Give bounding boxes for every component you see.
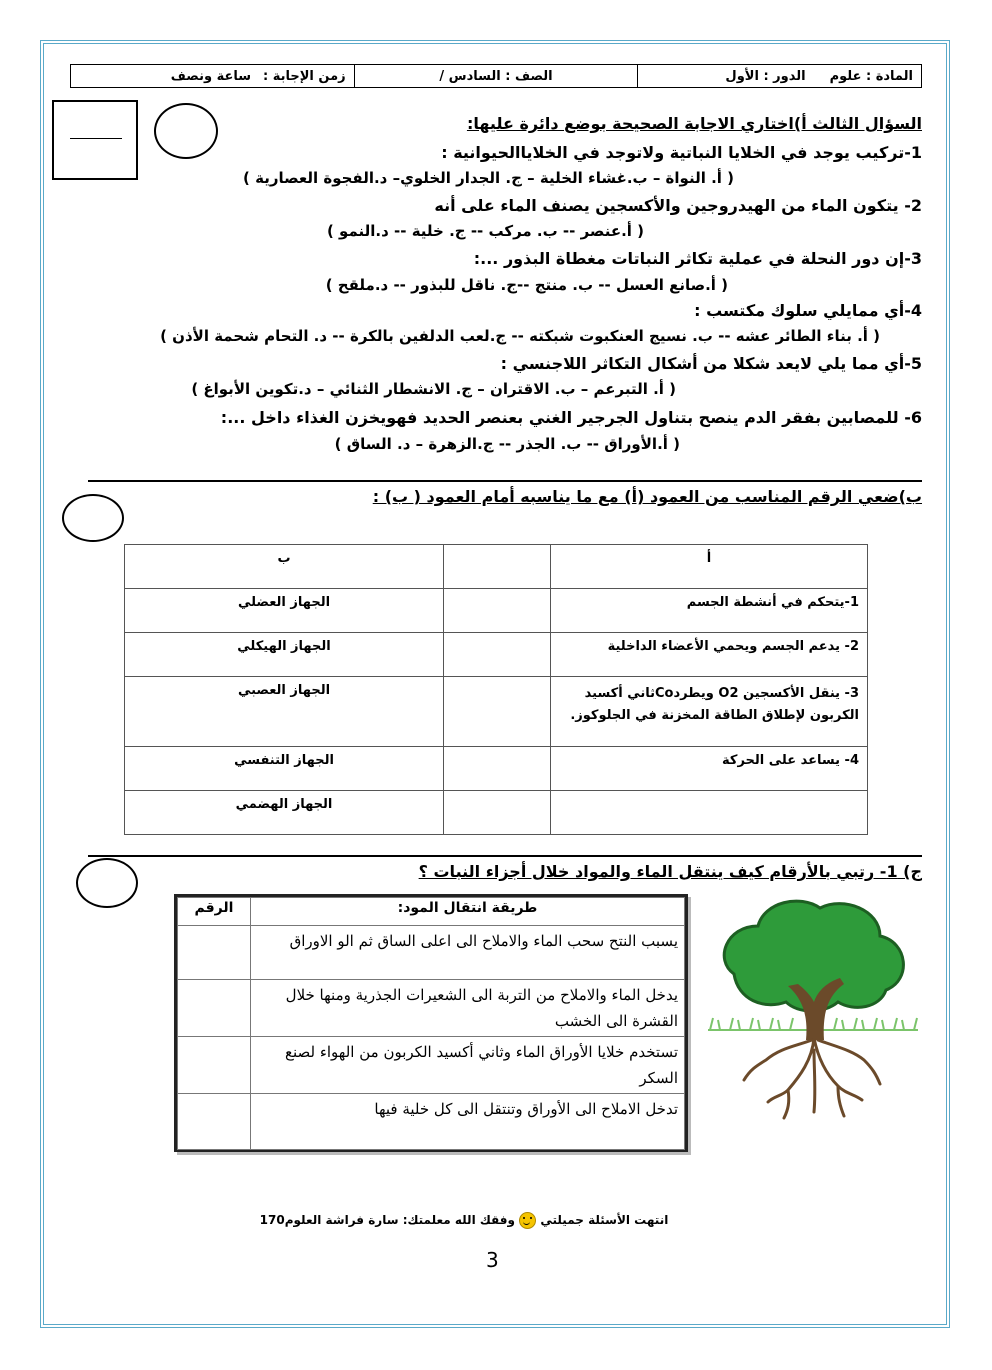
matching-row — [125, 633, 868, 677]
ordering-grid — [177, 897, 685, 1150]
matching-a-5 — [551, 791, 868, 835]
question-4-options[interactable]: ( أ. بناء الطائر عشه -- ب. نسيج العنكبوت شبكته -- ج.لعب الدلفين بالكرة -- د. التحام شحمة الأذن ) — [160, 327, 880, 345]
header-grade: الصف : السادس / — [439, 68, 553, 84]
header-time-cell — [71, 65, 354, 87]
ordering-table — [174, 894, 688, 1152]
col-a-header: أ — [551, 545, 868, 589]
tree-illustration — [704, 890, 922, 1122]
matching-b-2: الجهاز الهيكلي — [125, 633, 444, 677]
question-3-options[interactable]: ( أ.صانع العسل -- ب. منتج --ج. ناقل للبذور -- د.ملقح ) — [325, 276, 728, 294]
step-number-4[interactable] — [178, 1094, 251, 1150]
matching-a-1: 1-يتحكم في أنشطة الجسم — [551, 589, 868, 633]
matching-b-4: الجهاز التنفسي — [125, 747, 444, 791]
tree-canopy-icon — [724, 901, 903, 1011]
matching-answer-1[interactable] — [444, 589, 551, 633]
step-number-3[interactable] — [178, 1037, 251, 1094]
matching-a-3: 3- ينقل الأكسجين O2 ويطردCoثاني أكسيد الكربون لإطلاق الطاقة المخزنة في الجلوكوز. — [551, 677, 868, 747]
matching-a-2: 2- يدعم الجسم ويحمي الأعضاء الداخلية — [551, 633, 868, 677]
section-b-score-circle[interactable] — [62, 494, 124, 542]
question-3: 3-إن دور النحلة في عملية تكاثر النباتات مغطاة البذور ...: — [473, 249, 922, 268]
section-c-title: ج) 1- رتبي بالأرقام كيف ينتقل الماء والمواد خلال أجزاء النبات ؟ — [418, 862, 922, 881]
matching-row — [125, 589, 868, 633]
ordering-row — [178, 926, 685, 980]
matching-header-row — [125, 545, 868, 589]
divider-a-b — [88, 480, 922, 482]
question-2: 2- يتكون الماء من الهيدروجين والأكسجين يصنف الماء على أنه — [434, 196, 922, 215]
header-time-label: زمن الإجابة : — [263, 68, 346, 84]
header-time-value: ساعة ونصف — [170, 68, 252, 84]
step-text-4: تدخل الاملاح الى الأوراق وتنتقل الى كل خلية فيها — [251, 1094, 685, 1150]
number-header: الرقم — [178, 898, 251, 926]
question-6: 6- للمصابين بفقر الدم ينصح بتناول الجرجير الغني بعنصر الحديد فهويخزن الغذاء داخل ...: — [220, 408, 922, 427]
step-text-3: تستخدم خلايا الأوراق الماء وثاني أكسيد الكربون من الهواء لصنع السكر — [251, 1037, 685, 1094]
question-6-options[interactable]: ( أ.الأوراق -- ب. الجذر -- ج.الزهرة – د. الساق ) — [334, 435, 680, 453]
matching-row — [125, 791, 868, 835]
step-number-1[interactable] — [178, 926, 251, 980]
method-header: طريقة انتقال المود: — [251, 898, 685, 926]
matching-b-5: الجهاز الهضمي — [125, 791, 444, 835]
section-a-score-circle[interactable] — [154, 103, 218, 159]
exam-header — [70, 64, 922, 88]
col-b-header: ب — [125, 545, 444, 589]
section-c-score-circle[interactable] — [76, 858, 138, 908]
step-number-2[interactable] — [178, 980, 251, 1037]
ordering-header-row — [178, 898, 685, 926]
question-2-options[interactable]: ( أ.عنصر -- ب. مركب -- ج. خلية -- د.النمو ) — [326, 222, 644, 240]
matching-table — [124, 544, 868, 835]
question-5-options[interactable]: ( أ. التبرعم – ب. الاقتران – ج. الانشطار الثنائي – د.تكوين الأبواغ ) — [191, 380, 676, 398]
matching-b-3: الجهاز العصبي — [125, 677, 444, 747]
ordering-row — [178, 1037, 685, 1094]
header-subject: المادة : علوم — [829, 68, 913, 84]
page-number: 3 — [486, 1248, 499, 1272]
score-line — [70, 138, 122, 139]
matching-answer-3[interactable] — [444, 677, 551, 747]
col-number-header — [444, 545, 551, 589]
section-a-title: السؤال الثالث أ)اختاري الاجابة الصحيحة بوضع دائرة عليها: — [466, 114, 922, 133]
matching-b-1: الجهاز العضلي — [125, 589, 444, 633]
smiley-icon — [519, 1212, 536, 1229]
matching-row — [125, 747, 868, 791]
question-1-options[interactable]: ( أ. النواة – ب.غشاء الخلية – ج. الجدار الخلوي– د.الفجوة العصارية ) — [243, 169, 734, 187]
roots-icon — [744, 1038, 880, 1118]
ordering-row — [178, 980, 685, 1037]
ordering-row — [178, 1094, 685, 1150]
matching-row — [125, 677, 868, 747]
footer-message — [258, 1212, 670, 1229]
matching-a-4: 4- يساعد على الحركة — [551, 747, 868, 791]
header-term: الدور : الأول — [725, 68, 806, 84]
matching-answer-5[interactable] — [444, 791, 551, 835]
section-b-title: ب)ضعي الرقم المناسب من العمود (أ) مع ما يناسبه أمام العمود ( ب) : — [372, 487, 922, 506]
step-text-2: يدخل الماء والاملاح من التربة الى الشعيرات الجذرية ومنها خلال القشرة الى الخشب — [251, 980, 685, 1037]
header-grade-cell — [354, 65, 638, 87]
footer-text-after: وفقك الله معلمتك: سارة فراشة العلوم170 — [259, 1213, 515, 1227]
divider-b-c — [88, 855, 922, 857]
footer-text-before: انتهت الأسئلة جميلتي — [540, 1213, 669, 1227]
question-4: 4-أي ممايلي سلوك مكتسب : — [694, 301, 922, 320]
step-text-1: يسبب النتح سحب الماء والاملاح الى اعلى الساق ثم الو الاوراق — [251, 926, 685, 980]
matching-answer-2[interactable] — [444, 633, 551, 677]
score-box[interactable] — [52, 100, 138, 180]
question-1: 1-تركيب يوجد في الخلايا النباتية ولاتوجد في الخلاياالحيوانية : — [441, 143, 922, 162]
matching-answer-4[interactable] — [444, 747, 551, 791]
header-subject-cell — [637, 65, 921, 87]
question-5: 5-أي مما يلي لايعد شكلا من أشكال التكاثر اللاجنسي : — [500, 354, 922, 373]
